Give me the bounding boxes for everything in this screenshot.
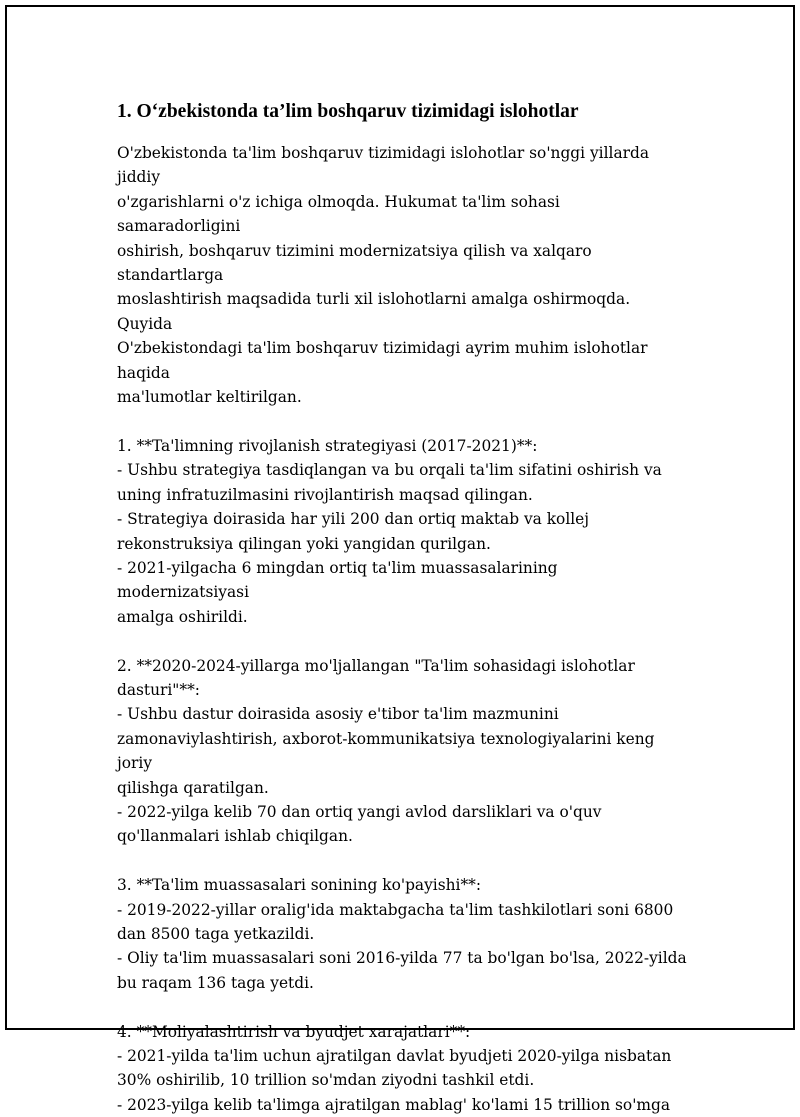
body-text <box>117 141 687 1117</box>
text-line: ma'lumotlar keltirilgan. <box>117 388 302 407</box>
text-line: 3. **Ta'lim muassasalari sonining ko'payishi**: <box>117 876 482 895</box>
text-line: - Ushbu dastur doirasida asosiy e'tibor ta'lim mazmunini <box>117 705 559 724</box>
blank-line <box>117 632 122 650</box>
text-line: zamonaviylashtirish, axborot-kommunikatsiya texnologiyalarini keng joriy <box>117 729 655 773</box>
text-line: bu raqam 136 taga yetdi. <box>117 973 314 992</box>
text-line: dasturi"**: <box>117 680 200 699</box>
text-line: oshirish, boshqaruv tizimini modernizatsiya qilish va xalqaro standartlarga <box>117 241 592 285</box>
text-line: dan 8500 taga yetkazildi. <box>117 925 315 943</box>
text-line: - Oliy ta'lim muassasalari soni 2016-yilda 77 ta bo'lgan bo'lsa, 2022-yilda <box>117 949 687 968</box>
text-line: - 2022-yilga kelib 70 dan ortiq yangi avlod darsliklari va o'quv <box>117 802 602 821</box>
text-line: uning infratuzilmasini rivojlantirish maqsad qilingan. <box>117 485 533 504</box>
text-line: o'zgarishlarni o'z ichiga olmoqda. Hukumat ta'lim sohasi samaradorligini <box>117 192 560 236</box>
text-line: qo'llanmalari ishlab chiqilgan. <box>117 827 353 846</box>
text-line: - 2021-yilgacha 6 mingdan ortiq ta'lim muassasalarining modernizatsiyasi <box>117 558 558 602</box>
text-line: - Strategiya doirasida har yili 200 dan ortiq maktab va kollej <box>117 510 590 529</box>
blank-line <box>117 998 122 1016</box>
section-heading: 1. O‘zbekistonda ta’lim boshqaruv tizimidagi islohotlar <box>117 101 579 122</box>
text-line: O'zbekistondagi ta'lim boshqaruv tizimidagi ayrim muhim islohotlar haqida <box>117 339 648 382</box>
text-line: 1. **Ta'limning rivojlanish strategiyasi (2017-2021)**: <box>117 436 538 455</box>
text-line: - Ushbu strategiya tasdiqlangan va bu orqali ta'lim sifatini oshirish va <box>117 461 662 480</box>
text-line: - 2021-yilda ta'lim uchun ajratilgan davlat byudjeti 2020-yilga nisbatan <box>117 1047 672 1066</box>
text-line: 30% oshirilib, 10 trillion so'mdan ziyodni tashkil etdi. <box>117 1071 535 1090</box>
blank-line <box>117 412 122 430</box>
text-line: O'zbekistonda ta'lim boshqaruv tizimidagi islohotlar so'nggi yillarda jiddiy <box>117 144 649 187</box>
page-frame <box>5 5 795 1114</box>
text-line: - 2023-yilga kelib ta'limga ajratilgan mablag' ko'lami 15 trillion so'mga <box>117 1095 671 1114</box>
text-line: amalga oshirildi. <box>117 607 248 626</box>
text-line: moslashtirish maqsadida turli xil islohotlarni amalga oshirmoqda. Quyida <box>117 290 631 333</box>
document-content <box>117 99 687 1117</box>
blank-line <box>117 852 122 870</box>
text-line: - 2019-2022-yillar oralig'ida maktabgacha ta'lim tashkilotlari soni 6800 <box>117 900 674 919</box>
text-line: 2. **2020-2024-yillarga mo'ljallangan "Ta'lim sohasidagi islohotlar <box>117 656 635 675</box>
text-line: qilishga qaratilgan. <box>117 778 269 797</box>
text-line: rekonstruksiya qilingan yoki yangidan qurilgan. <box>117 534 491 553</box>
text-line: 4. **Moliyalashtirish va byudjet xarajatlari**: <box>117 1022 471 1041</box>
